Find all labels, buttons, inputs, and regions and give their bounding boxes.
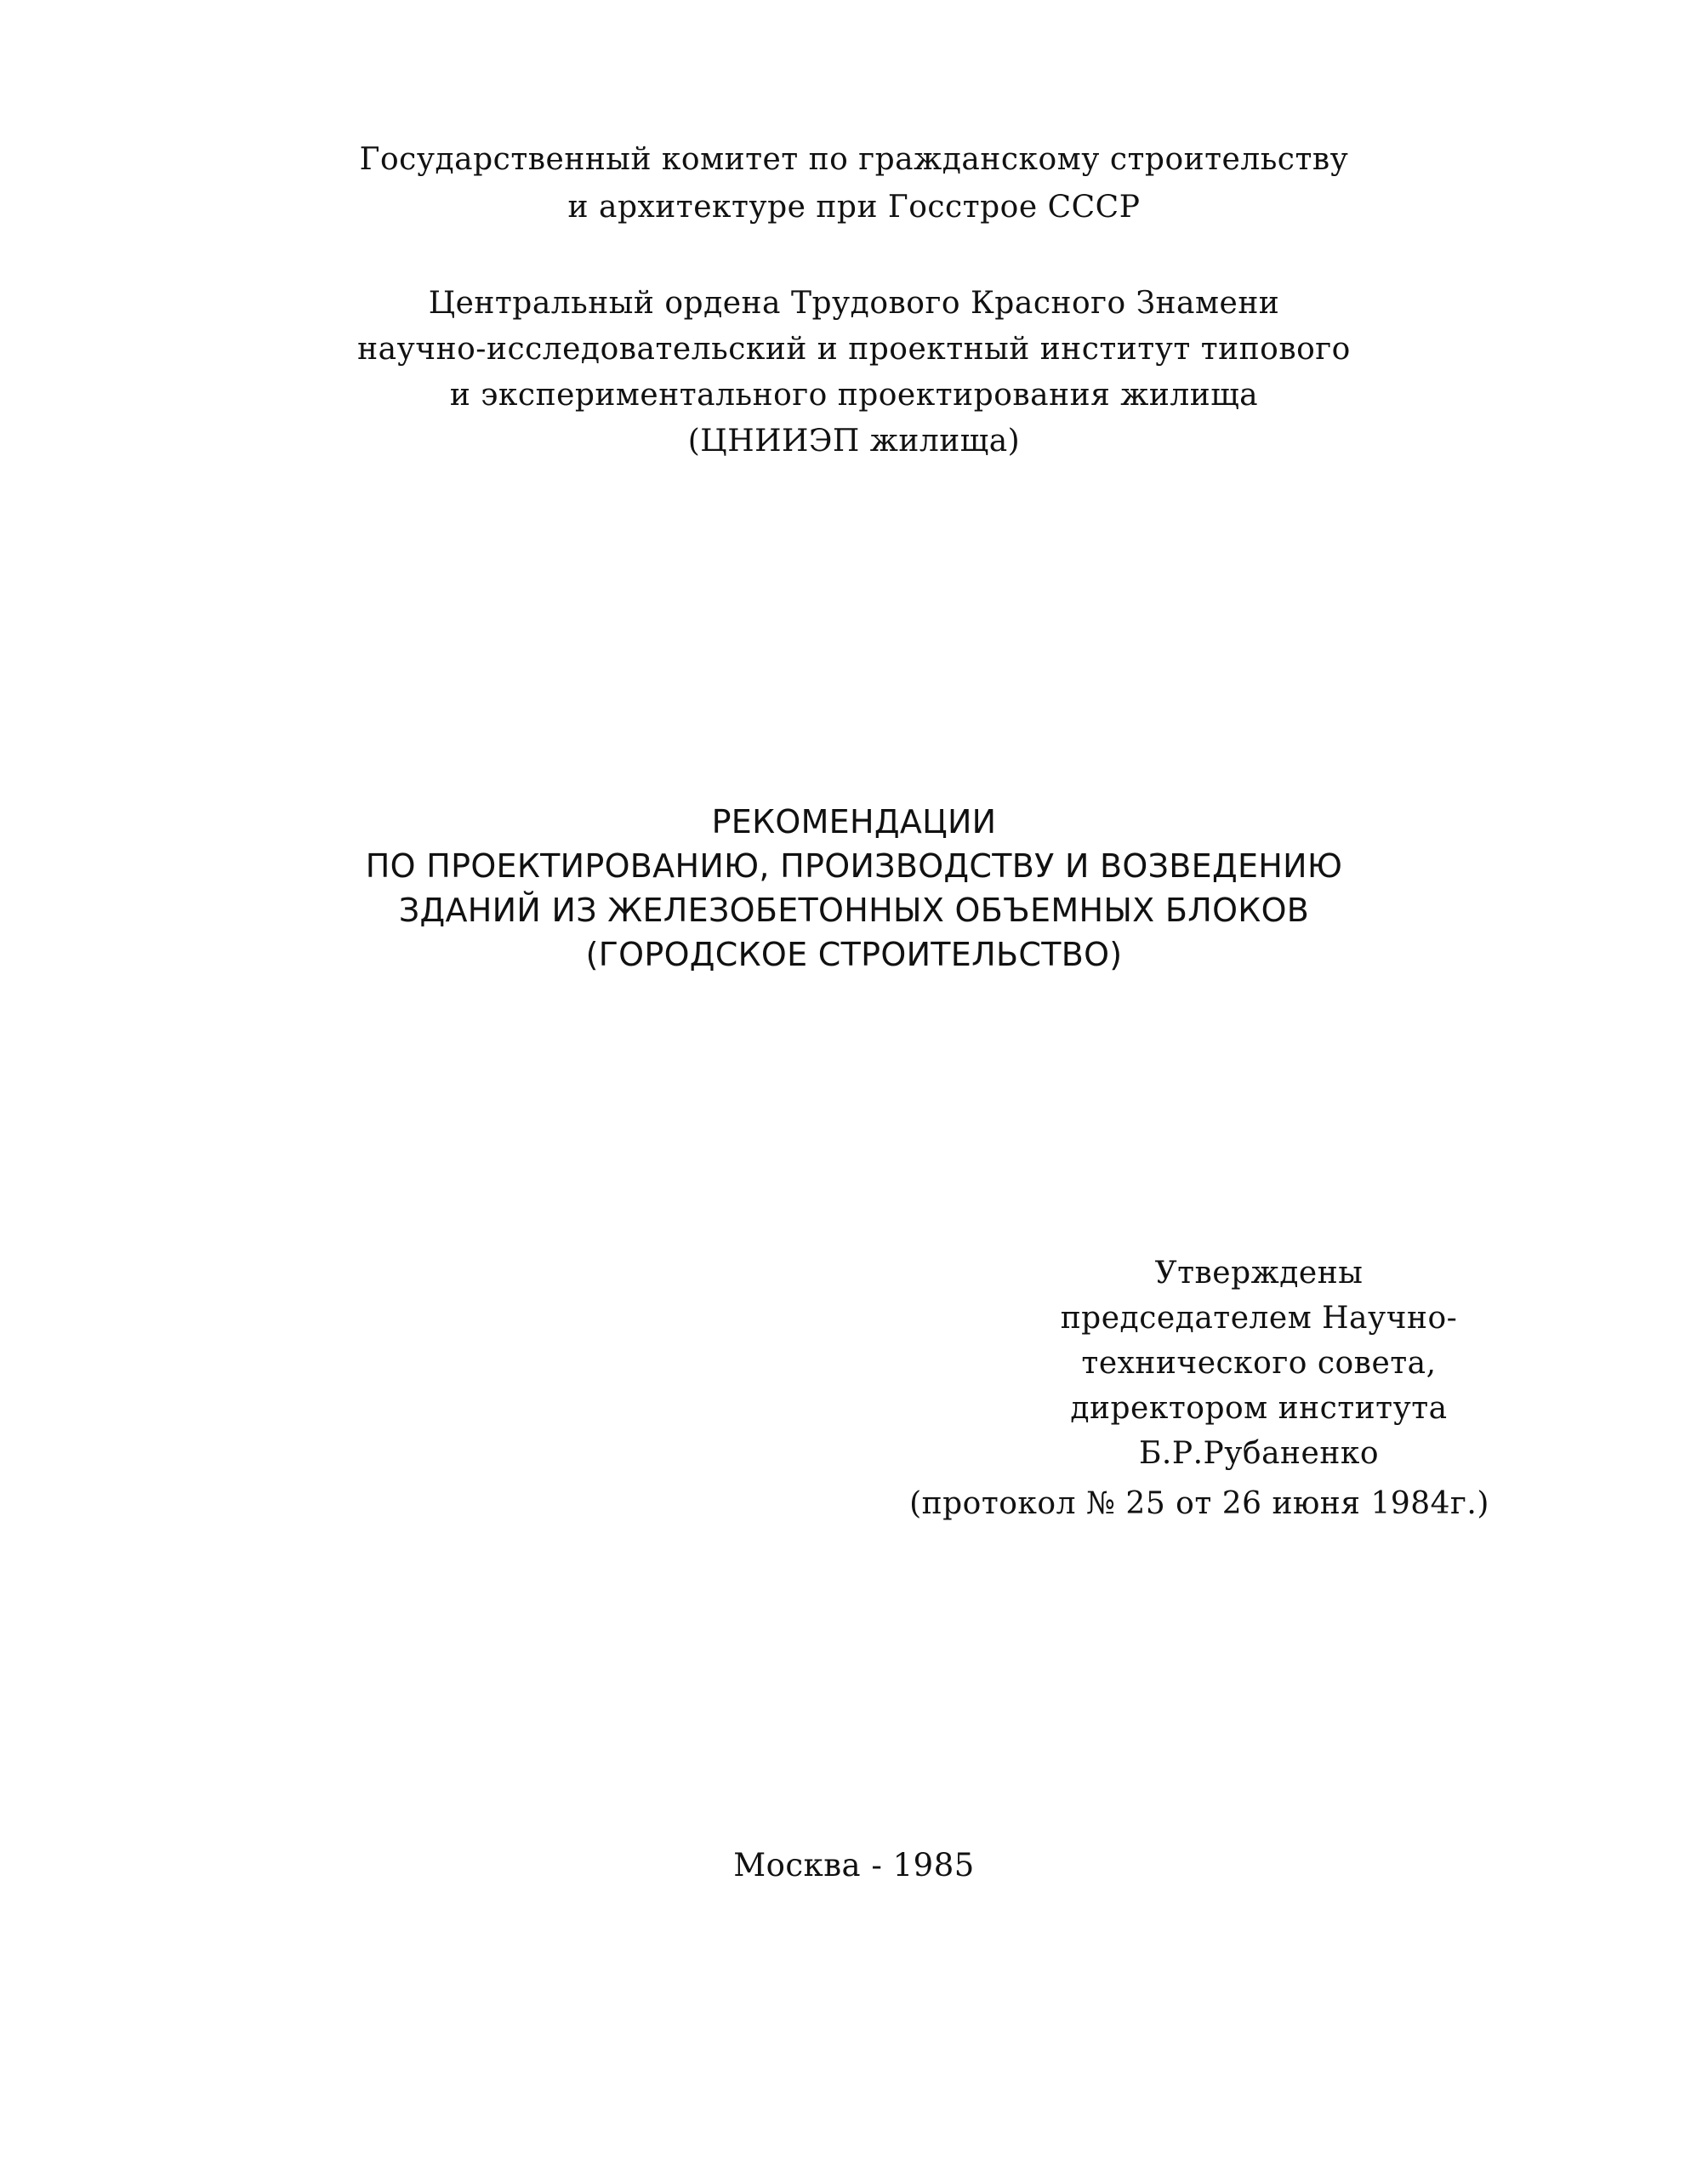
title-line-2: ПО ПРОЕКТИРОВАНИЮ, ПРОИЗВОДСТВУ И ВОЗВЕДЕНИЮ [365, 847, 1343, 885]
issuing-committee-header [0, 136, 1708, 231]
institute-line-1: Центральный ордена Трудового Красного Знамени [428, 286, 1280, 321]
approval-line-3: технического совета, [1081, 1346, 1437, 1381]
title-line-4: (ГОРОДСКОЕ СТРОИТЕЛЬСТВО) [585, 936, 1123, 973]
document-title [0, 800, 1708, 977]
title-line-1: РЕКОМЕНДАЦИИ [711, 803, 997, 841]
approval-line-2: председателем Научно- [1060, 1301, 1458, 1336]
title-line-3: ЗДАНИЙ ИЗ ЖЕЛЕЗОБЕТОННЫХ ОБЪЕМНЫХ БЛОКОВ [398, 892, 1310, 929]
approval-line-1: Утверждены [1154, 1256, 1364, 1291]
approval-protocol: (протокол № 25 от 26 июня 1984г.) [909, 1486, 1489, 1521]
institute-line-3: и экспериментального проектирования жилища [449, 378, 1259, 413]
approval-line-4: директором института [1070, 1391, 1448, 1426]
institute-line-4: (ЦНИИЭП жилища) [687, 424, 1021, 459]
institute-name [0, 281, 1708, 464]
header-line-2: и архитектуре при Госстрое СССР [567, 190, 1141, 225]
header-line-1: Государственный комитет по гражданскому строительству [359, 142, 1349, 177]
approval-note [1004, 1251, 1514, 1476]
approval-signatory: Б.Р.Рубаненко [1138, 1436, 1380, 1471]
publication-place-year: Москва - 1985 [733, 1847, 975, 1884]
institute-line-2: научно-исследовательский и проектный институт типового [357, 332, 1351, 367]
